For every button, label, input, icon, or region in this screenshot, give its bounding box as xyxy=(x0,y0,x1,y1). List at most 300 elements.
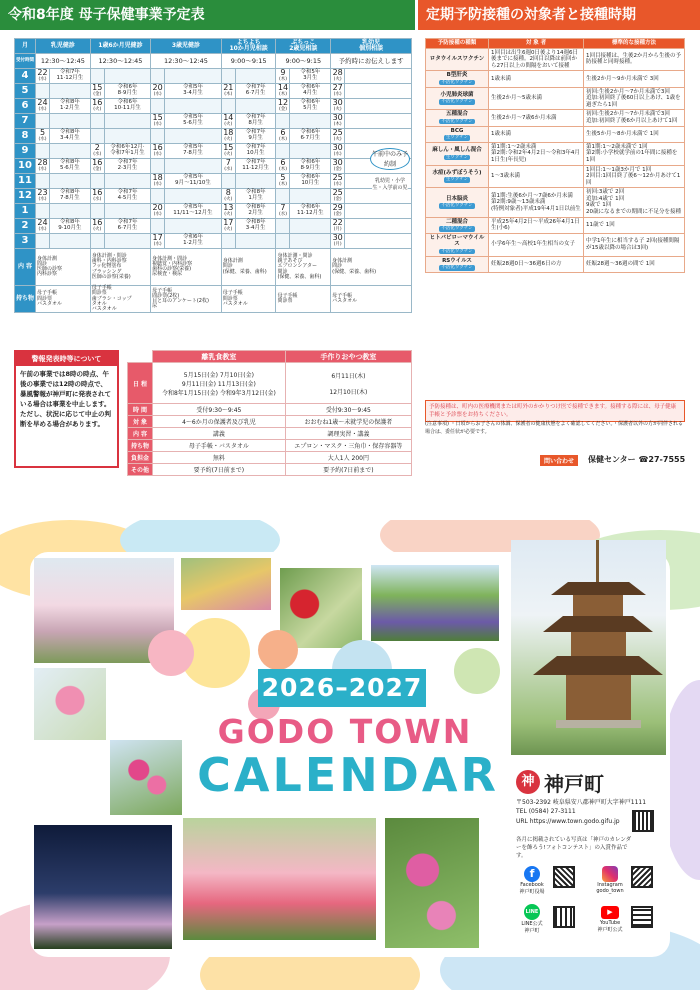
rose-garden-photo xyxy=(181,558,271,610)
items-row-cell: 母子手帳 問診票 バスタオル xyxy=(221,286,276,313)
vaccine-type-tag: 不活化ワクチン xyxy=(441,118,473,124)
weekday: (火) xyxy=(93,106,102,112)
target-births: 令和8年 5·6月生 xyxy=(50,159,91,174)
weekday: (木) xyxy=(278,76,287,82)
sns-facebook[interactable] xyxy=(512,866,552,895)
weekday: (水) xyxy=(38,226,47,232)
schedule-month-head: 月 xyxy=(15,39,36,54)
event-day xyxy=(276,234,290,249)
event-day xyxy=(331,219,345,234)
target-births xyxy=(50,144,91,159)
weekday: (水) xyxy=(333,151,342,157)
target-births: 令和6年 8·9月生 xyxy=(290,159,331,174)
day-number: 24 xyxy=(37,218,48,228)
event-day xyxy=(331,69,345,84)
vaccine-head-type: 予防接種の種類 xyxy=(426,39,489,49)
vaccine-row xyxy=(426,165,685,188)
instagram-label: Instagram xyxy=(597,882,623,888)
warning-body: 午前の事業では8時の時点、午後の事業では12時の時点で、暴風警報が神戸町に発表されている場合は事業を中止します。ただし、状況に応じて中止の判断を早める場合があります。 xyxy=(20,370,111,428)
event-day xyxy=(221,129,235,144)
event-day xyxy=(331,174,345,189)
event-day xyxy=(331,129,345,144)
event-day xyxy=(331,234,345,249)
target-births xyxy=(50,174,91,189)
target-births xyxy=(290,234,331,249)
event-day xyxy=(151,189,165,204)
target-births: 令和6年 5月生 xyxy=(290,99,331,114)
target-births: 令和8年 7·8月生 xyxy=(50,189,91,204)
facebook-id: 神戸町役場 xyxy=(519,889,545,895)
vaccine-type-tag: 不活化ワクチン xyxy=(441,226,473,232)
event-day xyxy=(36,144,50,159)
vaccine-row xyxy=(426,188,685,217)
vaccine-name-cell xyxy=(426,188,489,217)
weekday: (水) xyxy=(333,181,342,187)
schedule-row xyxy=(15,204,412,219)
target-births: 令和6年 6·7月生 xyxy=(290,129,331,144)
target-births: 令和8年 9·10月生 xyxy=(50,219,91,234)
vaccine-name: 麻しん・風しん混合 xyxy=(432,147,482,154)
youtube-qr-icon[interactable] xyxy=(631,906,653,928)
target-births xyxy=(345,219,412,234)
target-births xyxy=(290,189,331,204)
target-births xyxy=(290,144,331,159)
town-address: 〒503-2392 岐阜県安八郡神戸町大字神戸1111 xyxy=(516,799,647,806)
day-number: 16 xyxy=(152,143,163,153)
contact-label: 問い合わせ xyxy=(540,455,578,466)
target-births: 令和7年 10月生 xyxy=(235,144,276,159)
vaccine-name: 二種混合 xyxy=(445,218,468,225)
target-births xyxy=(235,174,276,189)
target-births: 令和7年 8月生 xyxy=(235,114,276,129)
day-number: 28 xyxy=(37,158,48,168)
class-row-label: 日 程 xyxy=(128,363,153,404)
month-cell: 3 xyxy=(15,234,36,249)
instagram-qr-icon[interactable] xyxy=(631,866,653,888)
target-births xyxy=(345,204,412,219)
snack-class-cell: 6月11日(木) 12月10日(木) xyxy=(285,363,411,404)
qr-code-icon[interactable] xyxy=(632,810,654,832)
class-row-label: その他 xyxy=(128,464,153,476)
event-day xyxy=(36,174,50,189)
day-number: 16 xyxy=(92,218,103,228)
event-day xyxy=(90,69,104,84)
schedule-col-head: 乳幼児 個別相談 xyxy=(331,39,412,54)
weekday: (金) xyxy=(333,196,342,202)
content-row-cell: 身体計測 問診 (保健、栄養、歯科) xyxy=(331,249,412,286)
schedule-header: 令和8年度 母子保健事業予定表 xyxy=(0,0,415,30)
sns-line[interactable] xyxy=(512,904,552,934)
reservation-bubble: 午前中のみ予約制 xyxy=(370,148,410,170)
event-day xyxy=(36,99,50,114)
baby-food-class-cell: 母子手帳・バスタオル xyxy=(153,440,286,452)
weekday: (火) xyxy=(224,151,233,157)
day-number: 14 xyxy=(277,83,289,93)
year-badge: 2026–2027 xyxy=(258,669,426,707)
schedule-row xyxy=(15,99,412,114)
vaccine-notes: (注意事項) ・日頃からお子さんの体調、保護者の健康状態をよく確認してください。・保護者以外の方が同伴される場合は、委任状が必要です。 xyxy=(425,421,683,435)
vaccine-target: 小学6年生〜高校1年生相当の女子 xyxy=(489,233,584,256)
facebook-qr-icon[interactable] xyxy=(553,866,575,888)
night-sky-photo xyxy=(34,825,172,949)
target-births xyxy=(165,69,222,84)
event-day xyxy=(151,144,165,159)
event-day xyxy=(90,234,104,249)
vaccine-method: 中学1年生に相当する子 2回(接種間隔が15歳以降の場合は3回) xyxy=(584,233,685,256)
event-day xyxy=(331,144,345,159)
vaccine-name: B型肝炎 xyxy=(446,72,468,79)
vaccine-target: 第1期:生後6か月〜7歳6か月未満 第2期:9歳〜13歳未満 (特例対象者)平成19年4月1日以前生 xyxy=(489,188,584,217)
vaccine-method: 妊娠28週〜36週の間で 1回 xyxy=(584,256,685,272)
day-number: 16 xyxy=(92,188,103,198)
event-day xyxy=(276,84,290,99)
event-day xyxy=(151,99,165,114)
vaccine-header: 定期予防接種の対象者と接種時期 xyxy=(418,0,700,30)
vaccine-type-tag: 不活化ワクチン xyxy=(441,99,473,105)
schedule-row xyxy=(15,84,412,99)
target-births: 令和7年 4·5月生 xyxy=(104,189,150,204)
vaccine-target: 生後2か月〜7歳6か月未満 xyxy=(489,110,584,126)
target-births: 令和6年 11·12月生 xyxy=(290,204,331,219)
items-row-cell: 母子手帳 問診票 xyxy=(276,286,331,313)
event-day xyxy=(276,144,290,159)
weekday: (水) xyxy=(153,121,162,127)
sns-instagram[interactable] xyxy=(590,866,630,894)
weekday: (水) xyxy=(333,91,342,97)
day-number: 12 xyxy=(277,98,289,108)
calendar-title: CALENDAR xyxy=(197,748,499,802)
schedule-table xyxy=(14,38,412,313)
schedule-col-head: よちよち 10か月児相談 xyxy=(221,39,276,54)
schedule-row xyxy=(15,174,412,189)
weekday: (金) xyxy=(93,91,102,97)
class-row-label: 内 容 xyxy=(128,428,153,440)
month-cell: 11 xyxy=(15,174,36,189)
day-number: 21 xyxy=(223,83,234,93)
snack-class-cell: エプロン・マスク・三角巾・保存容器等 xyxy=(285,440,411,452)
target-births: 令和6年 1·2月生 xyxy=(165,234,222,249)
day-number: 6 xyxy=(280,128,286,138)
target-births xyxy=(104,129,150,144)
event-day xyxy=(276,174,290,189)
target-births xyxy=(165,99,222,114)
vaccine-row xyxy=(426,142,685,165)
event-day xyxy=(331,189,345,204)
target-births xyxy=(235,69,276,84)
class-row xyxy=(128,464,412,476)
target-births xyxy=(345,69,412,84)
class-row xyxy=(128,428,412,440)
day-number: 27 xyxy=(332,83,343,93)
month-cell: 2 xyxy=(15,219,36,234)
youtube-id: 神戸町公式 xyxy=(597,927,623,933)
class-corner xyxy=(128,351,153,363)
day-number: 28 xyxy=(332,68,343,78)
target-births xyxy=(290,219,331,234)
event-day xyxy=(276,189,290,204)
vaccine-name-cell xyxy=(426,126,489,142)
baby-food-class-head: 離乳食教室 xyxy=(153,351,286,363)
weekday: (火) xyxy=(224,196,233,202)
target-births: 令和5年 3月生 xyxy=(290,69,331,84)
weekday: (火) xyxy=(93,226,102,232)
items-row-cell: 母子手帳 バスタオル xyxy=(331,286,412,313)
event-day xyxy=(90,159,104,174)
hydrangea-photo xyxy=(385,818,479,948)
baby-food-class-cell: 受付9:30〜9:45 xyxy=(153,404,286,416)
content-row-label: 内 容 xyxy=(15,249,36,286)
vaccine-name-cell xyxy=(426,165,489,188)
event-day xyxy=(36,159,50,174)
month-cell: 7 xyxy=(15,114,36,129)
reception-time: 9:00〜9:15 xyxy=(221,54,276,69)
event-day xyxy=(276,204,290,219)
vaccine-name-cell xyxy=(426,217,489,233)
vaccine-row xyxy=(426,48,685,71)
target-births: 令和8年 2月生 xyxy=(235,204,276,219)
month-cell: 6 xyxy=(15,99,36,114)
weekday: (金) xyxy=(93,166,102,172)
vaccine-method: 初回:生後2か月〜7か月未満で3回 追加:初回終了後60日以上あけ、1歳を過ぎたら1回 xyxy=(584,87,685,110)
event-day xyxy=(90,129,104,144)
weekday: (月) xyxy=(333,241,342,247)
vaccine-name: 小児肺炎球菌 xyxy=(440,91,474,98)
vaccine-type-tag: 不活化ワクチン xyxy=(441,265,473,271)
target-births: 令和7年 9月生 xyxy=(235,129,276,144)
class-row-label: 負担金 xyxy=(128,452,153,464)
weekday: (水) xyxy=(224,166,233,172)
day-number: 14 xyxy=(223,113,234,123)
target-births xyxy=(165,159,222,174)
event-day xyxy=(276,114,290,129)
line-label: LINE公式 xyxy=(521,921,543,927)
month-cell: 5 xyxy=(15,84,36,99)
warning-title: 警報発表時等について xyxy=(16,352,117,366)
vaccine-target: 1回目は出生6週0日後より14週6日後までに接種。2回目以降は前回から27日以上の間隔をおいて接種 xyxy=(489,48,584,71)
event-day xyxy=(90,174,104,189)
vaccine-target: 1〜3歳未満 xyxy=(489,165,584,188)
day-number: 16 xyxy=(92,158,103,168)
town-tel: TEL (0584) 27-3111 xyxy=(516,808,576,815)
event-day xyxy=(331,84,345,99)
weekday: (水) xyxy=(153,151,162,157)
target-births xyxy=(50,114,91,129)
target-births xyxy=(165,189,222,204)
day-number: 5 xyxy=(39,128,46,138)
weekday: (水) xyxy=(93,196,102,202)
vaccine-row xyxy=(426,217,685,233)
weekday: (水) xyxy=(38,166,47,172)
day-number: 9 xyxy=(280,68,286,78)
weekday: (木) xyxy=(278,166,287,172)
vaccine-type-tag: 不活化ワクチン xyxy=(441,79,473,85)
event-day xyxy=(276,69,290,84)
target-births xyxy=(165,129,222,144)
month-cell: 8 xyxy=(15,129,36,144)
pagoda-photo xyxy=(511,540,666,755)
vaccine-row xyxy=(426,87,685,110)
day-number: 6 xyxy=(280,158,286,168)
godo-town-title: GODO TOWN xyxy=(217,712,473,751)
vaccine-name: 日本脳炎 xyxy=(445,195,468,202)
event-day xyxy=(90,84,104,99)
contact-info: 保健センター ☎27-7555 xyxy=(588,455,686,464)
class-row-label: 時 間 xyxy=(128,404,153,416)
vaccine-target: 妊娠28週0日〜36週6日の方 xyxy=(489,256,584,272)
weekday: (木) xyxy=(224,91,233,97)
schedule-row xyxy=(15,114,412,129)
event-day xyxy=(221,144,235,159)
event-day xyxy=(90,114,104,129)
day-number: 23 xyxy=(37,188,48,198)
class-row xyxy=(128,363,412,404)
reception-time: 12:30〜12:45 xyxy=(151,54,222,69)
baby-food-class-cell: 4〜6か月の保護者及び乳児 xyxy=(153,416,286,428)
weekday: (水) xyxy=(38,106,47,112)
sns-youtube[interactable] xyxy=(590,904,630,933)
instagram-icon xyxy=(602,866,618,882)
event-day xyxy=(276,159,290,174)
youtube-icon: ▶ xyxy=(601,906,619,919)
vaccine-method: 1回目接種は、生後2か月から生後の予防接種と同時接種。 xyxy=(584,48,685,71)
event-day xyxy=(221,189,235,204)
weekday: (水) xyxy=(153,211,162,217)
weekday: (火) xyxy=(224,121,233,127)
class-row xyxy=(128,440,412,452)
reception-time: 9:00〜9:15 xyxy=(276,54,331,69)
target-births: 令和8年 1·2月生 xyxy=(50,99,91,114)
times-label: 受付時間 xyxy=(15,54,36,69)
vaccine-name: RSウイルス xyxy=(442,257,472,264)
vaccine-type-tag: 不活化ワクチン xyxy=(441,249,473,255)
day-number: 17 xyxy=(152,233,163,243)
line-icon: LINE xyxy=(524,904,540,920)
target-births xyxy=(345,129,412,144)
target-births xyxy=(345,234,412,249)
weekday: (水) xyxy=(93,151,102,157)
youtube-label: YouTube xyxy=(599,920,621,926)
event-day xyxy=(276,129,290,144)
event-day xyxy=(151,219,165,234)
vaccine-name: 五種混合 xyxy=(445,111,468,118)
line-qr-icon[interactable] xyxy=(553,906,575,928)
target-births: 令和5年 9月〜11/10生 xyxy=(165,174,222,189)
event-day xyxy=(36,84,50,99)
weekday: (金) xyxy=(333,166,342,172)
pink-flower-photo xyxy=(34,668,106,740)
vaccine-row xyxy=(426,233,685,256)
schedule-col-head: ぷちっこ 2歳児相談 xyxy=(276,39,331,54)
event-day xyxy=(36,114,50,129)
day-number: 17 xyxy=(223,218,234,228)
content-row-cell: 身体計測・問診 視聴覚・内科診察 歯科の診察(栄養) 尿検査・検尿 xyxy=(151,249,222,286)
vaccine-target: 生後2か月〜5歳未満 xyxy=(489,87,584,110)
green-circle xyxy=(454,648,500,694)
day-number: 18 xyxy=(152,173,163,183)
items-row-cell: 母子手帳 問診票(2枚) 目と耳のアンケート(2枚) 尿 xyxy=(151,286,222,313)
event-day xyxy=(36,234,50,249)
day-number: 2 xyxy=(94,143,100,153)
town-url: URL https://www.town.godo.gifu.jp xyxy=(516,818,620,825)
day-number: 24 xyxy=(37,98,48,108)
event-day xyxy=(221,99,235,114)
event-day xyxy=(221,234,235,249)
day-number: 15 xyxy=(92,83,103,93)
event-day xyxy=(331,159,345,174)
items-row-cell: 母子手帳 問診票 歯ブラシ・コップ タオル バスタオル xyxy=(90,286,150,313)
day-number: 15 xyxy=(152,113,163,123)
weekday: (水) xyxy=(153,241,162,247)
photo-credit: 各月に掲載されている写真は「神戸のカレンダーを飾ろう!フォトコンテスト」の入賞作品です。 xyxy=(516,837,632,859)
content-row-cell: 身体計測・問診 歯科・内科診察 フッ化物塗布 ブラッシング 医師の診察(栄養) xyxy=(90,249,150,286)
month-cell: 9 xyxy=(15,144,36,159)
vaccine-note-box: 予防接種は、町内の医療機関または町外のかかりつけ医で接種できます。接種する際には、母子健康手帳と予診票をお持ちください。 xyxy=(425,400,685,422)
target-births: 令和7年 6·7月生 xyxy=(235,84,276,99)
weekday: (水) xyxy=(153,181,162,187)
schedule-row xyxy=(15,219,412,234)
target-births: 令和6年12月· 令和7年1月生 xyxy=(104,144,150,159)
day-number: 18 xyxy=(223,128,234,138)
event-day xyxy=(90,189,104,204)
schedule-head-row xyxy=(15,39,412,54)
weekday: (火) xyxy=(333,136,342,142)
vaccine-method: 初回:生後2か月〜7か月未満で3回 追加:初回終了後6か月以上あけて1回 xyxy=(584,110,685,126)
line-id: 神戸町 xyxy=(524,928,540,934)
event-day xyxy=(151,84,165,99)
target-births: 令和7年 2·3月生 xyxy=(104,159,150,174)
event-day xyxy=(221,219,235,234)
event-day xyxy=(90,144,104,159)
vaccine-target: 1歳未満 xyxy=(489,126,584,142)
event-day xyxy=(221,174,235,189)
target-births: 令和7年 11·12月生 xyxy=(235,159,276,174)
snack-class-cell: 受付9:30〜9:45 xyxy=(285,404,411,416)
schedule-col-head: 乳児健診 xyxy=(36,39,91,54)
schedule-row xyxy=(15,69,412,84)
weekday: (火) xyxy=(333,106,342,112)
reception-time: 12:30〜12:45 xyxy=(90,54,150,69)
reception-time: 予約時にお伝えします xyxy=(331,54,412,69)
event-day xyxy=(151,69,165,84)
weekday: (木) xyxy=(278,136,287,142)
vaccine-method: 生後2か月〜9か月未満で 3回 xyxy=(584,71,685,87)
vaccine-name-cell xyxy=(426,48,489,71)
schedule-row xyxy=(15,144,412,159)
vaccine-name: ロタウイルスワクチン xyxy=(429,56,485,63)
target-births xyxy=(50,204,91,219)
day-number: 20 xyxy=(152,83,163,93)
target-births xyxy=(345,84,412,99)
vaccine-type-tag: 生ワクチン xyxy=(445,177,469,183)
event-day xyxy=(36,189,50,204)
weekday: (水) xyxy=(38,196,47,202)
day-number: 7 xyxy=(225,158,231,168)
target-births: 令和5年 5·6月生 xyxy=(165,114,222,129)
target-births xyxy=(235,99,276,114)
day-number: 30 xyxy=(332,98,343,108)
vaccine-table xyxy=(425,38,685,273)
event-day xyxy=(221,84,235,99)
schedule-row xyxy=(15,129,412,144)
vaccine-type-tag: 不活化ワクチン xyxy=(441,203,473,209)
event-day xyxy=(36,219,50,234)
warning-box xyxy=(14,350,119,468)
target-births xyxy=(50,234,91,249)
event-day xyxy=(90,204,104,219)
vaccine-method: 第1期:1〜2歳未満で 1回 第2期:小学校就学前の1年間に接種を 1回 xyxy=(584,142,685,165)
class-table xyxy=(127,350,412,476)
vaccine-name-cell xyxy=(426,87,489,110)
